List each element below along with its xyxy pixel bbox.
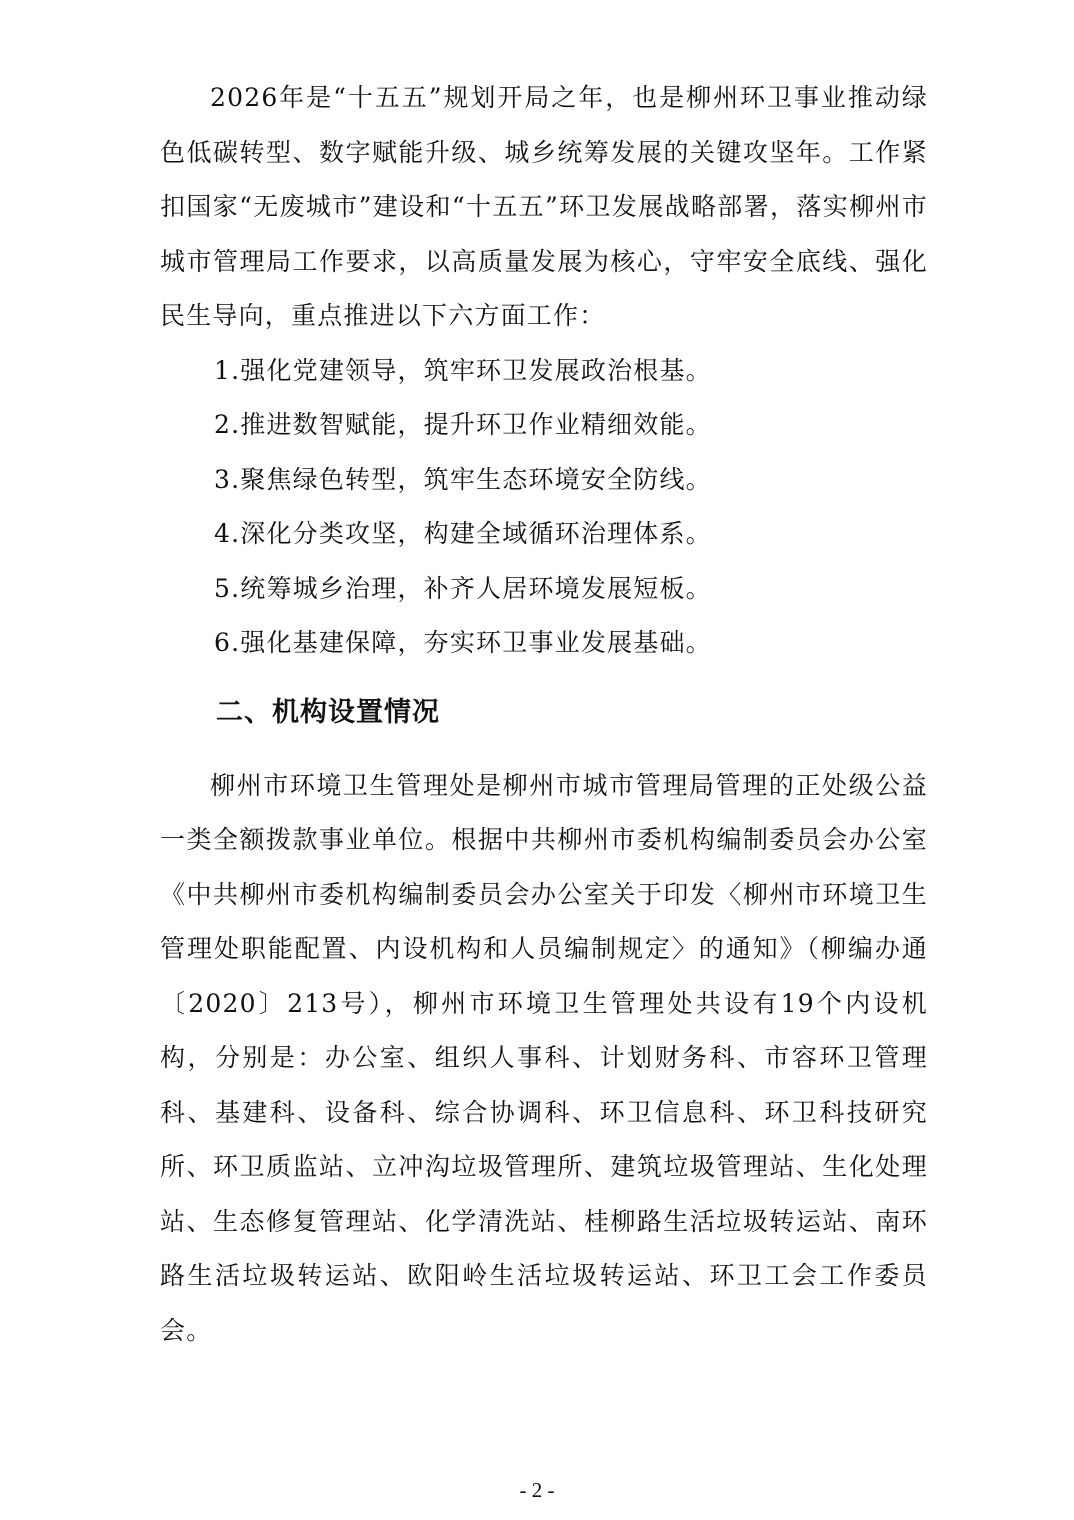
section-heading: 二、机构设置情况 bbox=[216, 696, 440, 728]
work-items-list bbox=[160, 344, 928, 671]
org-paragraph: 柳州市环境卫生管理处是柳州市城市管理局管理的正处级公益一类全额拨款事业单位。根据中共柳州市委机构编制委员会办公室《中共柳州市委机构编制委员会办公室关于印发〈柳州市环境卫生管理处职能配置、内设机构和人员编制规定〉的通知》（柳编办通〔2020〕213号），柳州市环境卫生管理处共设有19个内设机构，分别是：办公室、组织人事科、计划财务科、市容环卫管理科、基建科、设备科、综合协调科、环卫信息科、环卫科技研究所、环卫质监站、立冲沟垃圾管理所、建筑垃圾管理站、生化处理站、生态修复管理站、化学清洗站、桂柳路生活垃圾转运站、南环路生活垃圾转运站、欧阳岭生活垃圾转运站、环卫工会工作委员会。 bbox=[160, 770, 928, 1345]
work-item-4: 4.深化分类攻坚，构建全域循环治理体系。 bbox=[214, 519, 712, 548]
work-item-1: 1.强化党建领导，筑牢环卫发展政治根基。 bbox=[214, 355, 712, 385]
page-content bbox=[160, 71, 928, 1358]
intro-paragraph: 2026年是“十五五”规划开局之年，也是柳州环卫事业推动绿色低碳转型、数字赋能升级、城乡统筹发展的关键攻坚年。工作紧扣国家“无废城市”建设和“十五五”环卫发展战略部署，落实柳州市城市管理局工作要求，以高质量发展为核心，守牢安全底线、强化民生导向，重点推进以下六方面工作： bbox=[160, 83, 928, 330]
work-item-6: 6.强化基建保障，夯实环卫事业发展基础。 bbox=[214, 628, 712, 657]
work-item-2: 2.推进数智赋能，提升环卫作业精细效能。 bbox=[214, 410, 712, 439]
page-number: - 2 - bbox=[519, 1478, 555, 1502]
work-item-3: 3.聚焦绿色转型，筑牢生态环境安全防线。 bbox=[214, 464, 712, 494]
work-item-5: 5.统筹城乡治理，补齐人居环境发展短板。 bbox=[214, 573, 712, 603]
